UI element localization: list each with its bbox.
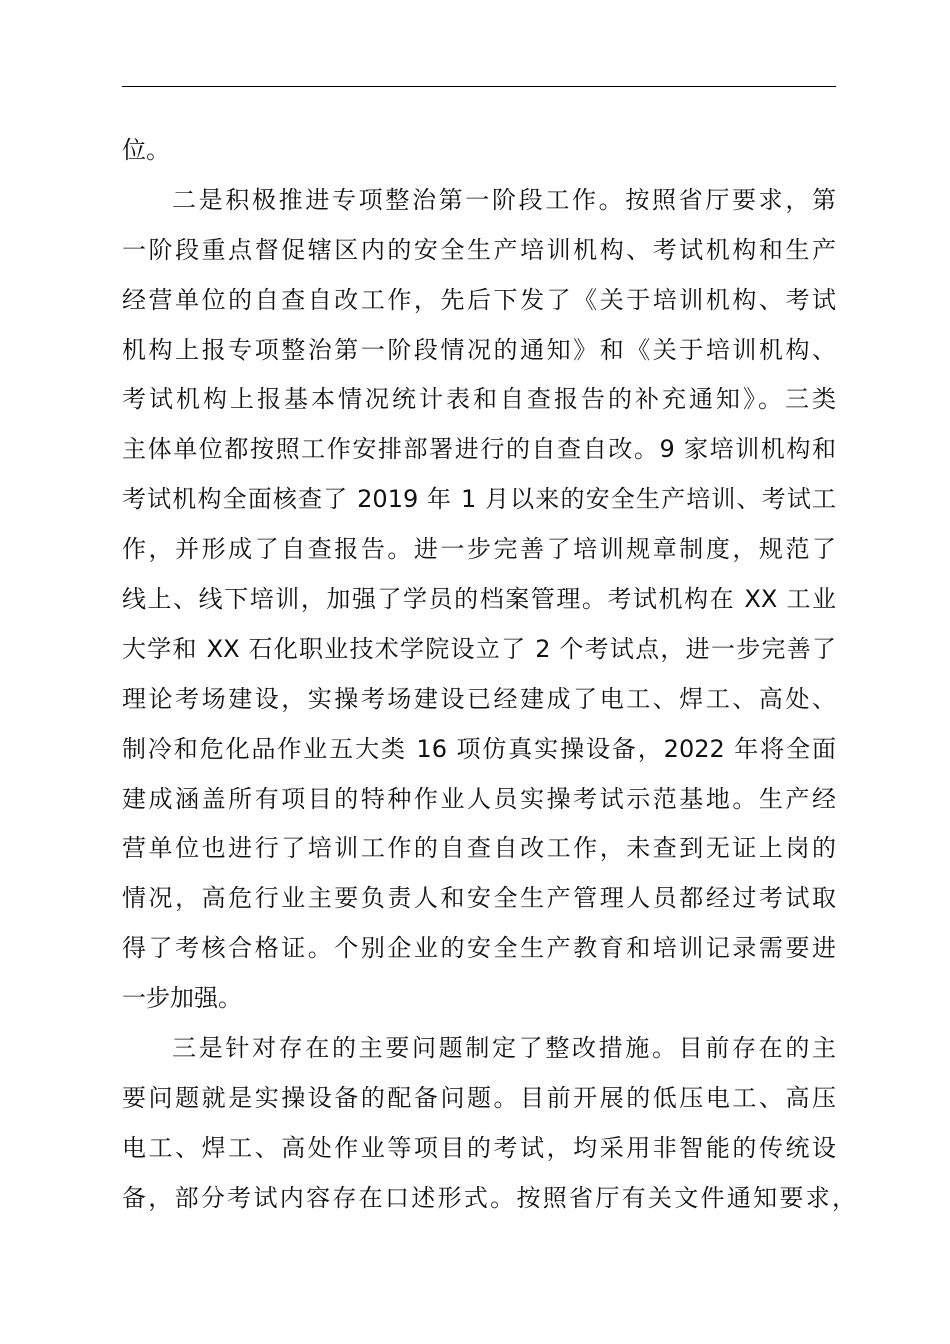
text-line: 经营单位的自查自改工作，先后下发了《关于培训机构、考试 [122,285,836,314]
text-line: 要问题就是实操设备的配备问题。目前开展的低压电工、高压 [122,1083,836,1112]
text-line: 一阶段重点督促辖区内的安全生产培训机构、考试机构和生产 [122,235,836,264]
text-line: 二是积极推进专项整治第一阶段工作。按照省厅要求，第 [172,185,836,214]
text-line: 考试机构全面核查了 2019 年 1 月以来的安全生产培训、考试工 [122,485,836,514]
text-line: 大学和 XX 石化职业技术学院设立了 2 个考试点，进一步完善了 [122,634,836,663]
text-line: 理论考场建设，实操考场建设已经建成了电工、焊工、高处、 [122,684,836,713]
text-line: 备，部分考试内容存在口述形式。按照省厅有关文件通知要求， [122,1183,856,1212]
text-line: 线上、线下培训，加强了学员的档案管理。考试机构在 XX 工业 [122,585,836,614]
text-line: 情况，高危行业主要负责人和安全生产管理人员都经过考试取 [122,884,836,913]
text-line: 作，并形成了自查报告。进一步完善了培训规章制度，规范了 [122,535,836,564]
text-line: 主体单位都按照工作安排部署进行的自查自改。9 家培训机构和 [122,435,836,464]
paragraph-continuation [122,126,836,176]
text-line: 得了考核合格证。个别企业的安全生产教育和培训记录需要进 [122,934,836,963]
text-line: 考试机构上报基本情况统计表和自查报告的补充通知》。三类 [122,385,836,414]
text-line: 电工、焊工、高处作业等项目的考试，均采用非智能的传统设 [122,1133,836,1162]
text-line: 制冷和危化品作业五大类 16 项仿真实操设备，2022 年将全面 [122,734,836,763]
text-line: 营单位也进行了培训工作的自查自改工作，未查到无证上岗的 [122,834,836,863]
text-line: 建成涵盖所有项目的特种作业人员实操考试示范基地。生产经 [122,784,836,813]
paragraph-rectification-measures [122,1024,856,1224]
text-line: 一步加强。 [122,984,242,1013]
header-rule [122,86,836,87]
text-line: 机构上报专项整治第一阶段情况的通知》和《关于培训机构、 [122,335,836,364]
document-body [122,126,856,1224]
paragraph-special-rectification-phase-one [122,176,836,1024]
text-line: 位。 [122,136,170,164]
text-line: 三是针对存在的主要问题制定了整改措施。目前存在的主 [172,1034,836,1063]
